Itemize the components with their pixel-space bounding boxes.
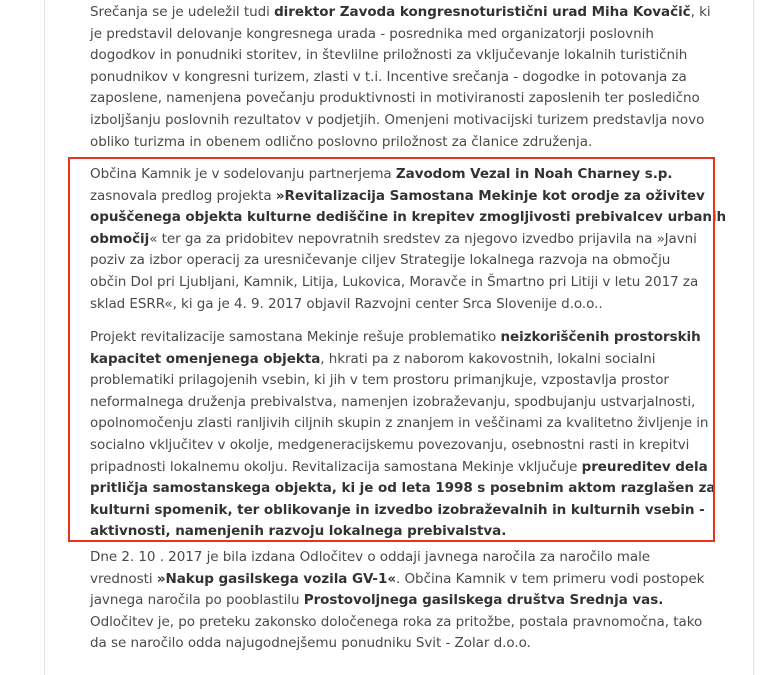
text-line <box>90 413 720 435</box>
content-right-border <box>753 0 754 675</box>
paragraph-fire-vehicle <box>90 547 720 655</box>
bold-text: preureditev dela <box>581 458 708 475</box>
content-left-border <box>44 0 45 675</box>
paragraph-congress-tourism <box>90 2 720 153</box>
bold-text: Zavodom Vezal in Noah Charney s.p. <box>395 166 673 182</box>
text-line <box>90 349 720 371</box>
text-line <box>90 164 720 186</box>
text-run: , hkrati pa z naborom kakovostnih, lokalni socialni <box>320 350 656 367</box>
bold-text: kulturni spomenik, ter oblikovanje in izvedbo izobraževalnih in kulturnih vsebin - <box>90 501 705 518</box>
text-line <box>90 272 720 294</box>
text-line <box>90 110 720 132</box>
text-line <box>90 612 720 634</box>
text-line <box>90 392 720 414</box>
text-run: . Občina Kamnik v tem primeru vodi postopek <box>396 570 705 587</box>
text-line <box>90 327 720 349</box>
text-run: , ki <box>690 4 711 20</box>
text-run: je predstavil delovanje kongresnega urada - posrednika med organizatorji poslovnih <box>90 25 654 42</box>
bold-text: opuščenega objekta kulturne dediščine in krepitev zmogljivosti prebivalcev urbanih <box>90 209 727 226</box>
text-line <box>90 370 720 392</box>
text-run: poziv za izbor operacij za uresničevanje ciljev Strategije lokalnega razvoja na območju <box>90 252 671 269</box>
text-run: javnega naročila po pooblastilu <box>90 592 304 609</box>
bold-text: aktivnosti, namenjenih razvoju lokalnega prebivalstva. <box>90 523 507 540</box>
text-line <box>90 478 720 500</box>
text-run: da se naročilo odda najugodnejšemu ponudniku Svit - Zolar d.o.o. <box>90 635 531 652</box>
text-run: Dne 2. 10 . 2017 je bila izdana Odločitev o oddaji javnega naročila za naročilo male <box>90 549 651 565</box>
text-line <box>90 633 720 655</box>
text-line <box>90 250 720 272</box>
text-run: pripadnosti lokalnemu okolju. Revitalizacija samostana Mekinje vključuje <box>90 458 582 475</box>
text-line <box>90 207 727 229</box>
bold-text: direktor Zavoda kongresnoturistični urad Miha Kovačič <box>274 4 691 20</box>
text-line <box>90 500 720 522</box>
bold-text: območij <box>90 230 150 247</box>
bold-text: »Revitalizacija Samostana Mekinje kot orodje za oživitev <box>275 187 705 204</box>
text-line <box>90 547 720 569</box>
bold-text: neizkoriščenih prostorskih <box>500 329 701 345</box>
bold-text: »Nakup gasilskega vozila GV-1« <box>156 570 396 587</box>
text-run: Občina Kamnik je v sodelovanju partnerjema <box>90 166 396 182</box>
text-run: sklad ESRR«, ki ga je 4. 9. 2017 objavil Razvojni center Srca Slovenije d.o.o.. <box>90 295 603 312</box>
text-run: obliko turizma in obenem odlično poslovno priložnost za članice združenja. <box>90 133 593 150</box>
bold-text: kapacitet omenjenega objekta <box>90 350 321 367</box>
text-line <box>90 24 720 46</box>
text-line <box>90 186 720 208</box>
text-run: ponudnikov v kongresni turizem, zlasti v t.i. Incentive srečanja - dogodke in potovanja za <box>90 68 687 85</box>
text-line <box>90 132 720 154</box>
text-line <box>90 569 720 591</box>
text-run: « ter ga za pridobitev nepovratnih sredstev za njegovo izvedbo prijavila na »Javni <box>149 230 697 247</box>
text-run: občin Dol pri Ljubljani, Kamnik, Litija, Lukovica, Moravče in Šmartno pri Litiji v letu 2017 za <box>90 273 699 290</box>
text-line <box>90 590 720 612</box>
text-line <box>90 45 720 67</box>
text-line <box>90 294 720 316</box>
text-line <box>90 435 720 457</box>
text-run: Odločitev je, po preteku zakonsko določenega roka za pritožbe, postala pravnomočna, tako <box>90 613 703 630</box>
text-line <box>90 2 720 24</box>
bold-text: Prostovoljnega gasilskega društva Srednja vas. <box>303 592 664 609</box>
text-run: dogodkov in ponudniki storitev, in števlilne priložnosti za vključevanje lokalnih turističnih <box>90 47 688 64</box>
text-line <box>90 229 720 251</box>
paragraph-project-description <box>90 327 720 543</box>
text-run: vrednosti <box>90 570 157 587</box>
text-line <box>90 457 720 479</box>
text-run: socialno vključitev v okolje, medgeneracijskemu povezovanju, osebnostni rasti in krepitvi <box>90 436 690 453</box>
bold-text: pritličja samostanskega objekta, ki je od leta 1998 s posebnim aktom razglašen za <box>90 480 716 497</box>
text-run: problematiki prilagojenih vsebin, ki jih v tem prostoru primanjkuje, vzpostavlja prostor <box>90 372 669 389</box>
text-line <box>90 88 720 110</box>
text-run: Srečanja se je udeležil tudi <box>90 4 275 20</box>
text-run: Projekt revitalizacije samostana Mekinje rešuje problematiko <box>90 329 501 345</box>
text-run: izboljšanju poslovnih rezultatov v podjetjih. Omenjeni motivacijski turizem predstavlja novo <box>90 111 705 128</box>
text-run: zaposlene, namenjena povečanju produktivnosti in motiviranosti zaposlenih ter posledično <box>90 90 700 107</box>
text-run: neformalnega druženja prebivalstva, namenjen izobraževanju, spodbujanju ustvarjalnosti, <box>90 393 696 410</box>
text-run: opolnomočenju zlasti ranljivih ciljnih skupin z znanjem in veščinami za kvalitetno življenje in <box>90 415 709 432</box>
text-line <box>90 67 720 89</box>
text-run: zasnovala predlog projekta <box>90 187 276 204</box>
paragraph-project-proposal <box>90 164 727 315</box>
text-line <box>90 521 720 543</box>
